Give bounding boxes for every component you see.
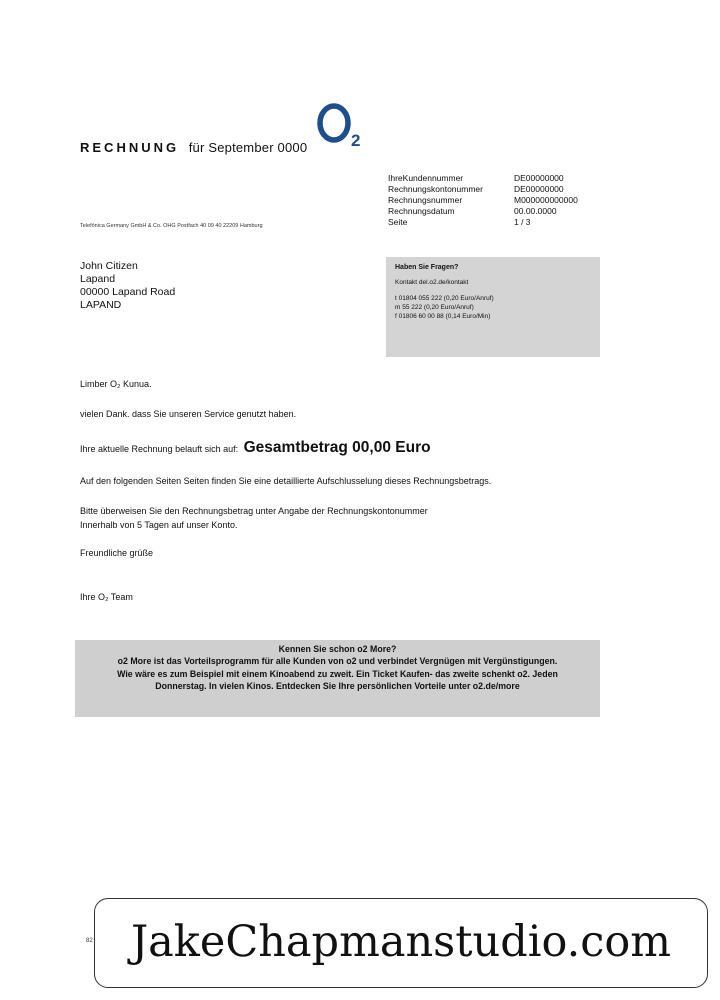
promo-title: Kennen Sie schon o2 More? — [278, 644, 397, 654]
meta-row-customer-number — [388, 173, 578, 184]
meta-row-page — [388, 217, 578, 228]
invoice-title — [80, 140, 307, 155]
thanks-line: vielen Dank. dass Sie unseren Service genutzt haben. — [80, 409, 297, 419]
address-line: Lapand — [80, 273, 116, 285]
meta-value: DE00000000 — [514, 184, 564, 194]
address-line: LAPAND — [80, 299, 122, 311]
transfer-line-1: Bitte überweisen Sie den Rechnungsbetrag unter Angabe der Rechnungskontonummer — [80, 506, 428, 516]
total-amount: Gesamtbetrag 00,00 Euro — [243, 439, 431, 456]
recipient-address — [80, 260, 175, 312]
invoice-meta-table — [388, 173, 578, 228]
address-line: 00000 Lapand Road — [80, 286, 176, 298]
contact-phone: t 01804 055 222 (0,20 Euro/Anruf) — [395, 295, 494, 302]
meta-label: Rechnungsdatum — [388, 206, 455, 216]
meta-label: IhreKundennummer — [388, 173, 464, 183]
meta-value: 1 / 3 — [514, 217, 531, 227]
meta-value: 00.00.0000 — [514, 206, 557, 216]
details-line: Auf den folgenden Seiten Seiten finden Sie eine detaillierte Aufschlusselung dieses Rechnungsbetrags. — [80, 476, 492, 486]
invoice-title-period: für September 0000 — [188, 140, 308, 155]
svg-text:2: 2 — [351, 131, 361, 150]
salutation: Limber O₂ Kunua. — [80, 379, 152, 389]
transfer-line-2: Innerhalb von 5 Tagen auf unser Konto. — [80, 520, 238, 530]
closing-line: Freundliche grüße — [80, 548, 154, 558]
meta-value: DE00000000 — [514, 173, 564, 183]
promo-body: o2 More ist das Vorteilsprogramm für alle Kunden von o2 und verbindet Vergnügen mit Vergünstigungen. Wie wäre es zum Beispiel mit einem Kinoabend zu zweit. Ein Ticket Kaufen- das zweite schenkt o2. Jeden Donnerstag. In vielen Kinos. Entdecken Sie Ihre persönlichen Vorteile unter o2.de/more — [117, 656, 558, 692]
meta-label: Rechnungskontonummer — [388, 184, 483, 194]
promo-box — [75, 640, 600, 717]
total-prefix: Ihre aktuelle Rechnung belauft sich auf: — [80, 444, 239, 454]
signature-line: Ihre O₂ Team — [80, 592, 133, 602]
meta-row-invoice-date — [388, 206, 578, 217]
address-line: John Citizen — [80, 260, 138, 272]
contact-heading: Haben Sie Fragen? — [395, 264, 459, 271]
contact-box — [386, 257, 600, 357]
meta-row-account-number — [388, 184, 578, 195]
total-line — [80, 439, 431, 457]
invoice-title-main: RECHNUNG — [80, 140, 180, 155]
o2-logo — [312, 98, 372, 152]
meta-row-invoice-number — [388, 195, 578, 206]
contact-fax: f 01806 60 00 88 (0,14 Euro/Min) — [395, 313, 491, 320]
meta-label: Rechnungsnummer — [388, 195, 463, 205]
footer-mark: 82 — [86, 938, 93, 944]
meta-label: Seite — [388, 217, 408, 227]
watermark-banner: JakeChapmanstudio.com — [94, 898, 708, 988]
meta-value: M000000000000 — [514, 195, 578, 205]
contact-web-link[interactable]: Kontakt del.o2.de/kontakt — [395, 279, 469, 286]
sender-address-line: Telefónica Germany GmbH & Co. OHG Postfach 40 09 40 22209 Hamburg — [80, 223, 263, 229]
contact-mobile: m 55 222 (0,20 Euro/Anruf) — [395, 304, 474, 311]
